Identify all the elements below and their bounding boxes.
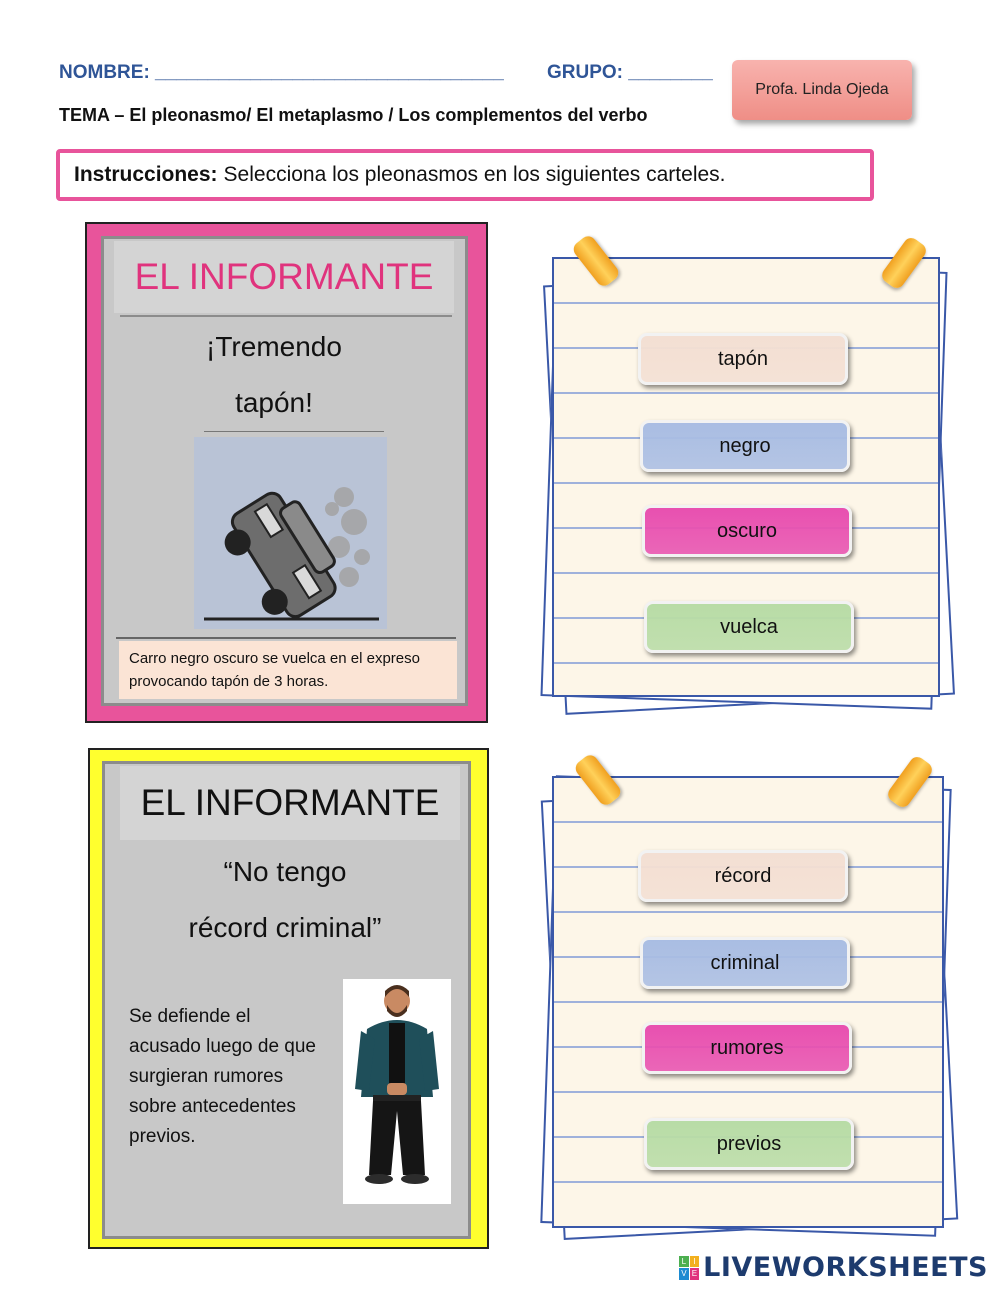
accused-man-image xyxy=(343,979,451,1204)
poster-1-story xyxy=(119,641,457,699)
option-tapon[interactable]: tapón xyxy=(638,333,848,385)
poster-2-headline-line-2: récord criminal” xyxy=(188,912,382,943)
poster-2-story-line-3: surgieran rumores xyxy=(129,1066,284,1087)
options-note-1 xyxy=(532,233,962,723)
instructions-label: Instrucciones: xyxy=(74,163,218,186)
liveworksheets-logo-text: LIVEWORKSHEETS xyxy=(703,1252,988,1283)
options-note-2 xyxy=(522,750,962,1250)
masthead-divider xyxy=(120,315,452,317)
liveworksheets-logo-icon: L I V E xyxy=(679,1256,699,1280)
option-record[interactable]: récord xyxy=(638,850,848,902)
poster-2-paper xyxy=(102,761,471,1239)
option-criminal[interactable]: criminal xyxy=(640,937,850,989)
poster-2-headline-line-1: “No tengo xyxy=(223,856,347,887)
newspaper-poster-2 xyxy=(88,748,489,1249)
liveworksheets-logo xyxy=(679,1252,988,1283)
poster-1-headline-line-1: ¡Tremendo xyxy=(206,331,342,362)
topic-title: TEMA – El pleonasmo/ El metaplasmo / Los complementos del verbo xyxy=(59,105,648,125)
option-negro[interactable]: negro xyxy=(640,420,850,472)
caption-divider xyxy=(116,637,456,639)
teacher-name: Profa. Linda Ojeda xyxy=(755,81,889,98)
poster-1-paper xyxy=(101,236,468,706)
option-vuelca[interactable]: vuelca xyxy=(644,601,854,653)
poster-2-masthead: EL INFORMANTE xyxy=(120,766,460,840)
option-oscuro[interactable]: oscuro xyxy=(642,505,852,557)
name-label: NOMBRE: _________________________________ xyxy=(59,62,504,83)
headline-divider xyxy=(204,431,384,432)
option-rumores[interactable]: rumores xyxy=(642,1022,852,1074)
poster-2-story-line-1: Se defiende el xyxy=(129,1006,251,1027)
poster-2-story xyxy=(129,1002,344,1152)
group-label: GRUPO: ________ xyxy=(547,62,713,83)
teacher-badge xyxy=(732,60,912,120)
poster-1-story-line-1: Carro negro oscuro se vuelca en el expreso xyxy=(129,650,420,667)
poster-2-story-line-5: previos. xyxy=(129,1126,196,1147)
newspaper-poster-1 xyxy=(85,222,488,723)
overturned-car-image xyxy=(194,437,387,629)
poster-2-story-line-4: sobre antecedentes xyxy=(129,1096,296,1117)
poster-1-headline-line-2: tapón! xyxy=(235,387,313,418)
instructions-text: Selecciona los pleonasmos en los siguientes carteles. xyxy=(223,163,726,186)
option-previos[interactable]: previos xyxy=(644,1118,854,1170)
poster-1-masthead: EL INFORMANTE xyxy=(114,241,454,313)
poster-1-story-line-2: provocando tapón de 3 horas. xyxy=(129,673,329,690)
instructions-box xyxy=(56,149,874,201)
poster-2-story-line-2: acusado luego de que xyxy=(129,1036,316,1057)
